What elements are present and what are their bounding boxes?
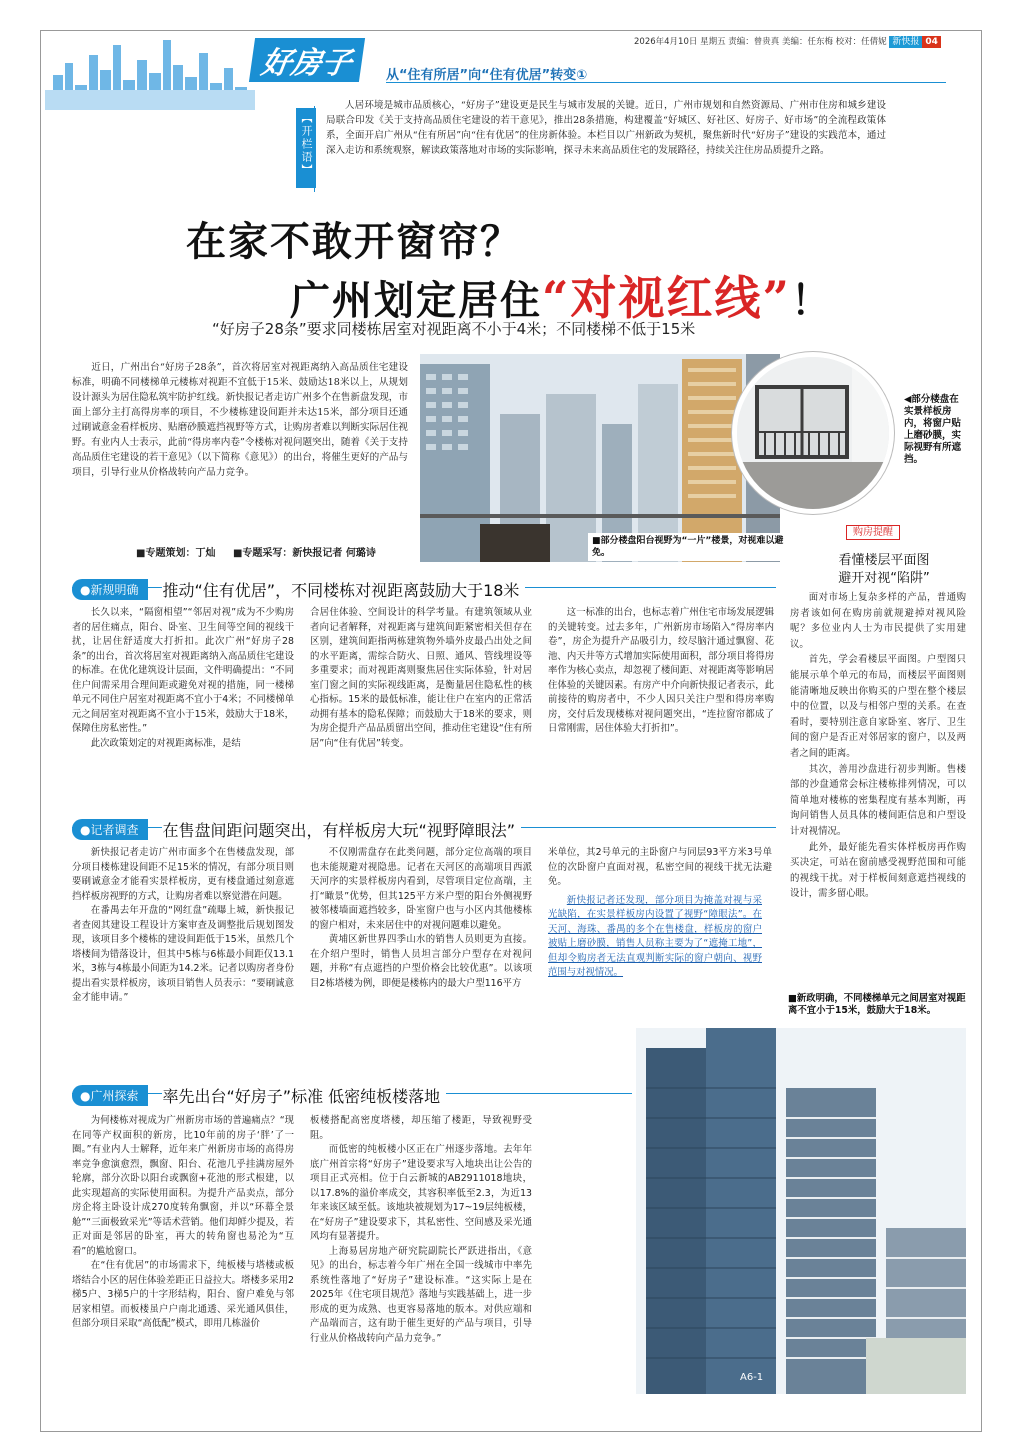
credits: [136, 544, 376, 559]
sample-room-illustration: [737, 357, 889, 509]
column-brand: [252, 40, 362, 80]
balcony-view-illustration: [420, 354, 780, 562]
open-column-label: 【开栏语】: [296, 108, 316, 188]
section2-col1: [72, 846, 294, 1006]
section1-col2: [310, 606, 532, 751]
sidebar-para: 此外，最好能先看实体样板房再作购买决定，可站在窗前感受视野范围和可能的视线干扰。对于样板间刻意遮挡视线的设计，需多留心眼。: [790, 841, 966, 900]
page-header: [634, 34, 941, 47]
section2-tag: ●记者调查: [72, 819, 148, 840]
section3-tag: ●广州探索: [72, 1085, 148, 1106]
section3-para: 板楼搭配高密度塔楼，却压缩了楼距，导致视野受阻。: [310, 1115, 532, 1141]
section2-para: 不仅刚需盘存在此类问题，部分定位高端的项目也未能规避对视隐患。记者在天河区的高端项目西派天河序的实景样板房内看到，尽管项目定位高端，主打“瞰景”优势，但其125平方米户型的阳台外侧视野被邻楼墙面遮挡较多，卧室窗户也与小区内其他楼栋的窗户相对，未来居住中的对视问题难以避免。: [310, 847, 532, 931]
tower-sign: A6-1: [740, 1372, 764, 1383]
section1-col3: [548, 606, 774, 737]
sidebar-para: 面对市场上复杂多样的产品，普通购房者该如何在购房前就规避掉对视风险呢？多位业内人士为市民提供了实用建议。: [790, 592, 966, 650]
paper-badge: 新快报: [889, 36, 922, 48]
credit-plan: ■专题策划：丁灿: [136, 548, 216, 559]
section3-heading: [72, 1084, 446, 1107]
sidebar-title: [794, 552, 974, 588]
sample-room-photo: [732, 352, 894, 514]
section1-para: 长久以来，“隔窗相望”“邻居对视”成为不少购房者的居住痛点，阳台、卧室、卫生间等空间的视线干扰，让居住舒适度大打折扣。此次广州“好房子28条”的出台，首次将居室对视距离纳入高品质住宅建设的标准。在优化建筑设计层面，文件明确提出：“不同住户间需采用合理间距或避免对视的措施，同一楼梯单元不同住户居室对视距离不宜小于4米；不同楼梯单元之间居室对视距离不宜小于15米，鼓励大于18米，保障住房私密性。”: [72, 607, 294, 734]
section3-para: 在“住有优居”的市场需求下，纯板楼与塔楼或板塔结合小区的居住体验差距正日益拉大。塔楼多采用2梯5户、3梯5户的十字形结构，阳台、窗户难免与邻居家相望。而板楼虽户户南北通透、采光通风俱佳，但部分项目采取“高低配”模式，即用几栋溢价: [72, 1260, 294, 1329]
brand-title: 好房子: [249, 38, 365, 82]
intro-rule: [314, 106, 315, 192]
photo3-caption: ■新政明确，不同楼梯单元之间居室对视距离不宜小于15米，鼓励大于18米。: [788, 993, 966, 1016]
headline-line1: 在家不敢开窗帘？: [186, 218, 522, 265]
purchase-reminder-tag: 购房提醒: [846, 525, 900, 540]
section2-highlight: 新快报记者还发现，部分项目为掩盖对视与采光缺陷，在实景样板房内设置了视野“障眼法”。在天河、海珠、番禺的多个在售楼盘，样板房的窗户被贴上磨砂膜，销售人员称主要为了“遮掩工地”，但却令购房者无法直观判断实际的窗户朝向、视野范围与对视情况。: [548, 894, 762, 978]
photo1-caption: ■部分楼盘阳台视野为“一片”楼景，对视难以避免。: [588, 533, 788, 561]
sidebar-title-line2: 避开对视“陷阱”: [838, 571, 930, 586]
section2-para: 新快报记者走访广州市面多个在售楼盘发现，部分项目楼栋建设间距不足15米的情况，有部分项目则要刷诚意金才能看实景样板房，更有楼盘通过刻意遮挡样板房视野的方式，让购房者难以察觉潜在问题。: [72, 847, 294, 902]
header-weekday: 星期五: [700, 37, 726, 47]
section2-col3: [548, 846, 772, 981]
open-column-intro: 人居环境是城市品质核心，“好房子”建设更是民生与城市发展的关键。近日，广州市规划和自然资源局、广州市住房和城乡建设局联合印发《关于支持高品质住宅建设的若干意见》，推出28条措施，构建覆盖“好城区、好社区、好房子、好市场”的全流程政策体系，全面开启广州从“住有所居”向“住有优居”的住房新体验。本栏目以广州新政为契机，聚焦新时代“好房子”建设的实践范本，通过深入走访和系统观察，解读政策落地对市场的实际影响，探寻未来高品质住宅的发展路径，持续关注住房品质提升之路。: [326, 100, 886, 156]
section1-col1: [72, 606, 294, 751]
header-date: 2026年4月10日: [634, 37, 698, 47]
column-subtitle: 从“住有所居”向“住有优居”转变①: [386, 68, 588, 83]
section1-title: 推动“住有优居”，不同楼栋对视距离鼓励大于18米: [162, 578, 525, 601]
section1-heading: [72, 578, 525, 601]
headline-subtitle: “好房子28条”要求同楼栋居室对视距离不小于4米；不同楼梯不低于15米: [212, 320, 696, 338]
headline-line2-pre: 广州划定居住: [290, 277, 542, 324]
section2-heading: [72, 818, 521, 841]
sidebar-title-line1: 看懂楼层平面图: [838, 553, 930, 568]
photo2-caption: ◀部分楼盘在实景样板房内，将窗户贴上磨砂膜，实际视野有所遮挡。: [904, 394, 962, 465]
section2-col2: [310, 846, 532, 991]
towers-photo: [636, 1028, 966, 1394]
section1-para: 此次政策划定的对视距离标准，是结: [90, 737, 241, 749]
section3-col2: [310, 1114, 532, 1346]
section1-tag: ●新规明确: [72, 579, 148, 600]
sidebar-para: 首先，学会看楼层平面图。户型图只能展示单个单元的布局，而楼层平面图则能清晰地反映出你购买的户型在整个楼层中的位置，以及与相邻户型的关系。在查看时，要特别注意自家卧室、客厅、卫生间的窗户是否正对邻居家的窗户，以及两者之间的距离。: [790, 654, 966, 759]
section3-para: 为何楼栋对视成为广州新房市场的普遍痛点？“现在同等产权面积的新房，比10年前的房子‘胖’了一圈。”有业内人士解释，近年来广州新房市场的高得房率竞争愈演愈烈，飘窗、阳台、花池几乎挂满房屋外轮廓，部分次卧以阳台或飘窗+花池的形式根建，以此实现超高的实际使用面积。为提升产品卖点，部分房企将主卧设计成270度转角飘窗，并以“环幕全景舱”“三面极致采光”等话术营销。他们却鲜少提及，若正对面是邻居的卧室，再大的转角窗也易沦为“互看”的尴尬窗口。: [72, 1115, 294, 1257]
section2-para: 在番禺去年开盘的“网红盘”疏曝上城，新快报记者查阅其建设工程设计方案审查及调整批后规划图发现，该项目多个楼栋的建设间距低于15米，虽然几个塔楼间为错落设计，但其中5栋与6栋最小间距仅13.1米，3栋与4栋最小间距为14.2米。记者以购房者身份提出看实景样板房，该项目销售人员表示：“要刷诚意金才能申请。”: [72, 905, 294, 1003]
headline-line2-post: ！: [790, 277, 833, 324]
section2-para: 米单位，其2号单元的主卧窗户与同层93平方米3号单位的次卧窗户直面对视，私密空间的视线干扰无法避免。: [548, 847, 772, 887]
sidebar-tag-wrap: [846, 520, 942, 539]
section1-para: 这一标准的出台，也标志着广州住宅市场发展逻辑的关键转变。过去多年，广州新房市场陷入“得房率内卷”，房企为提升产品吸引力，绞尽脑汁通过飘窗、花池、内天井等方式增加实际使用面积，部分项目将得房率作为核心卖点，却忽视了楼间距、对视距离等影响居住体验的关键因素。有房产中介向新快报记者表示，此前接待的购房者中，不少人因只关注户型和得房率购房，交付后发现楼栋对视问题突出，“连拉窗帘都成了日常刚需，居住体验大打折扣”。: [548, 607, 774, 734]
headline-red-line: “对视红线”: [542, 271, 791, 325]
credit-writer: ■专题采写：新快报记者 何璐诗: [232, 548, 376, 559]
balcony-view-photo: [420, 354, 780, 562]
towers-illustration: [636, 1028, 966, 1394]
page-number: 04: [922, 36, 941, 48]
section1-para: 合居住体验、空间设计的科学考量。有建筑领域从业者向记者解释，对视距离与建筑间距紧密相关但存在区别，建筑间距指两栋建筑物外墙外皮最凸出处之间的水平距离，需综合防火、日照、通风、管线埋设等多重要求；而对视距离则聚焦居住实际体验，针对居室门窗之间的实际视线距离，是衡量居住隐私性的核心指标。15米的最低标准，能让住户在室内的正常活动拥有基本的隐私保障；而鼓励大于18米的要求，则为房企提升产品品质留出空间，推动住宅建设“住有所居”向“住有优居”转变。: [310, 607, 532, 749]
lead-paragraph: 近日，广州出台“好房子28条”，首次将居室对视距离纳入高品质住宅建设标准，明确不同楼梯单元楼栋对视距不宜低于15米、鼓励达18米以上，从规划设计源头为居住隐私筑牢防护红线。新快报记者走访广州多个在售新盘发现，市面上部分主打高得房率的项目，不少楼栋建设间距并未达15米，部分项目还通过刷诚意金看样板房、贴磨砂膜遮挡视野等方式，让购房者难以判断实际居住视野。有业内人士表示，此前“得房率内卷”令楼栋对视问题突出，随着《关于支持高品质住宅建设的若干意见》（以下简称《意见》）的出台，将催生更好的产品与项目，引导行业从价格战转向产品力竞争。: [72, 362, 408, 478]
section2-title: 在售盘间距问题突出，有样板房大玩“视野障眼法”: [162, 818, 521, 841]
section3-para: 而低密的纯板楼小区正在广州逐步落地。去年年底广州首宗将“好房子”建设要求写入地块出让公告的项目正式亮相。位于白云新城的AB2911018地块，以17.8%的溢价率成交，其容积率低至2.3，为近13年来该区域至低。该地块被规划为17~19层纯板楼，在“好房子”建设要求下，其私密性、空间感及采光通风均有显著提升。: [310, 1144, 532, 1242]
section3-para: 上海易居房地产研究院副院长严跃进指出，《意见》的出台，标志着今年广州在全国一线城市中率先系统性落地了“好房子”建设标准。“这实际上是在2025年《住宅项目规范》落地与实践基础上，进一步形成的更为成熟、也更容易落地的版本。对供应端和产品端而言，这有助于催生更好的产品与项目，引导行业从价格战转向产品力竞争。”: [310, 1245, 532, 1344]
section3-title: 率先出台“好房子”标准 低密纯板楼落地: [162, 1084, 446, 1107]
section2-para: 黄埔区新世界四季山水的销售人员则更为直接。在介绍户型时，销售人员坦言部分户型存在对视问题，并称“有点遮挡的户型价格会比较优惠”。以该项目2栋塔楼为例，即便是楼栋内的最大户型116平方: [310, 934, 532, 989]
sidebar-body: [790, 590, 966, 902]
brand-rule: [386, 82, 946, 83]
skyline-illustration: [45, 35, 255, 110]
section3-col1: [72, 1114, 294, 1332]
header-editors: 责编：曾贵真 美编：任东梅 校对：任倩妮: [728, 37, 887, 47]
sidebar-para: 其次，善用沙盘进行初步判断。售楼部的沙盘通常会标注楼栋排列情况，可以简单地对楼栋的密集程度有基本判断，再询问销售人员具体的楼间距信息和户型设计对视情况。: [790, 763, 966, 837]
